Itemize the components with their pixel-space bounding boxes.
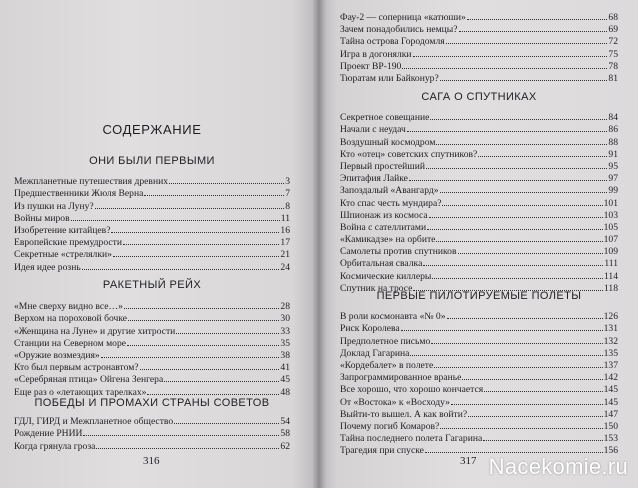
toc-entry — [340, 310, 618, 322]
dot-leader — [128, 312, 279, 321]
dot-leader — [140, 361, 280, 370]
toc-entry — [340, 383, 618, 395]
toc-entry-title: Предшественники Жюля Верна — [14, 188, 144, 200]
dot-leader — [430, 111, 607, 120]
toc-entry-title: Все хорошо, что хорошо кончается — [340, 384, 484, 396]
toc-entry-title: ГДЛ, ГИРД и Межпланетное общество — [14, 416, 174, 428]
toc-entry-page: 38 — [280, 349, 290, 361]
section-heading: РАКЕТНЫЙ РЕЙХ — [102, 279, 202, 291]
toc-entry — [340, 123, 618, 135]
dot-leader — [468, 408, 603, 417]
toc-section — [14, 397, 290, 452]
toc-entry — [340, 432, 618, 444]
toc-entry-page: 24 — [280, 261, 290, 273]
toc-entry-page: 142 — [603, 372, 618, 384]
toc-entry-list — [340, 310, 618, 456]
dot-leader — [164, 373, 279, 382]
toc-entry-title: Запоздалый «Авангард» — [340, 185, 439, 197]
toc-continued — [340, 11, 618, 84]
toc-entry-title: Выйти-то вышел. А как войти? — [340, 408, 468, 420]
toc-entry-title: Тюратам или Байконур? — [340, 72, 439, 84]
toc-entry-title: Орбитальная свалка — [340, 258, 423, 270]
toc-entry — [340, 408, 618, 420]
toc-entry-title: «Кордебалет» в полете — [340, 359, 434, 371]
dot-leader — [402, 60, 607, 69]
toc-entry-title: Еще раз о «летающих тарелках» — [14, 386, 147, 398]
toc-entry-page: 58 — [280, 428, 290, 440]
section-heading: ПЕРВЫЕ ПИЛОТИРУЕМЫЕ ПОЛЕТЫ — [376, 290, 582, 302]
dot-leader — [147, 386, 279, 395]
dot-leader — [436, 233, 602, 242]
dot-leader — [429, 209, 603, 218]
toc-entry-page: 41 — [280, 362, 290, 374]
dot-leader — [451, 396, 603, 405]
toc-entry-page: 137 — [603, 359, 618, 371]
toc-entry-page: 7 — [285, 188, 290, 200]
toc-entry-list — [14, 415, 290, 452]
toc-entry-title: Шпионаж из космоса — [340, 209, 428, 221]
dot-leader — [442, 197, 602, 206]
toc-entry — [340, 136, 618, 148]
toc-entry-title: «Оружие возмездия» — [14, 349, 100, 361]
toc-entry — [14, 361, 290, 373]
dot-leader — [436, 136, 607, 145]
dot-leader — [401, 322, 603, 331]
toc-entry-title: Когда грянула гроза — [14, 440, 96, 452]
toc-entry — [340, 322, 618, 334]
toc-entry-page: 131 — [603, 323, 618, 335]
toc-entry-title: Игра в догонялки — [340, 48, 412, 60]
toc-entry — [340, 35, 618, 47]
dot-leader — [169, 175, 284, 184]
toc-entry — [14, 212, 290, 224]
toc-entry-title: Станции на Северном море — [14, 337, 127, 349]
toc-section — [14, 279, 290, 398]
dot-leader — [467, 11, 608, 20]
toc-entry — [14, 261, 290, 273]
dot-leader — [462, 371, 602, 380]
toc-entry-page: 153 — [603, 433, 618, 445]
dot-leader — [426, 160, 607, 169]
toc-entry-title: Проект ВР-190 — [340, 60, 402, 72]
toc-entry-page: 126 — [603, 311, 618, 323]
dot-leader — [71, 212, 280, 221]
toc-entry-title: Верхом на пороховой бочке — [14, 313, 128, 325]
toc-entry-page: 17 — [280, 237, 290, 249]
toc-entry-page: 88 — [608, 136, 618, 148]
toc-entry — [14, 200, 290, 212]
dot-leader — [440, 72, 608, 81]
toc-entry-page: 62 — [280, 440, 290, 452]
toc-entry-page: 150 — [603, 420, 618, 432]
toc-entry-title: Кто «отец» советских спутников? — [340, 148, 478, 160]
toc-entry-title: Почему погиб Комаров? — [340, 420, 440, 432]
toc-entry-page: 48 — [280, 386, 290, 398]
dot-leader — [144, 187, 284, 196]
dot-leader — [95, 200, 285, 209]
toc-entry — [340, 359, 618, 371]
toc-entry-page: 95 — [608, 160, 618, 172]
toc-entry-page: 11 — [280, 212, 290, 224]
toc-entry-page: 30 — [280, 313, 290, 325]
toc-entry-title: Фау-2 — соперница «катюши» — [340, 12, 466, 23]
toc-entry-page: 99 — [608, 185, 618, 197]
toc-entry — [340, 245, 618, 257]
toc-entry — [340, 48, 618, 60]
dot-leader — [440, 420, 602, 429]
toc-entry-page: 78 — [608, 60, 618, 72]
toc-section — [340, 91, 618, 294]
toc-entry — [340, 111, 618, 123]
section-heading: ПОБЕДЫ И ПРОМАХИ СТРАНЫ СОВЕТОВ — [34, 397, 270, 409]
toc-entry-page: 33 — [280, 325, 290, 337]
dot-leader — [459, 23, 608, 32]
toc-entry-list — [14, 175, 290, 273]
toc-entry-page: 132 — [603, 335, 618, 347]
page-number-left: 316 — [143, 455, 160, 467]
toc-entry-page: 107 — [603, 234, 618, 246]
dot-leader — [447, 310, 603, 319]
toc-entry-page: 8 — [285, 200, 290, 212]
toc-entry — [14, 440, 290, 452]
section-heading: ОНИ БЫЛИ ПЕРВЫМИ — [89, 155, 215, 167]
toc-entry-title: «Камикадзе» на орбите — [340, 234, 436, 246]
toc-entry — [14, 386, 290, 398]
toc-entry-page: 105 — [603, 221, 618, 233]
toc-entry-page: 3 — [285, 176, 290, 188]
toc-entry-list — [340, 11, 618, 84]
toc-entry-title: Риск Королева — [340, 323, 400, 335]
toc-entry-page: 69 — [608, 24, 618, 36]
toc-entry — [340, 72, 618, 84]
toc-entry-title: Запрограммированное вранье — [340, 372, 462, 384]
toc-entry — [340, 172, 618, 184]
toc-entry-page: 21 — [280, 249, 290, 261]
toc-entry — [14, 373, 290, 385]
section-heading: САГА О СПУТНИКАХ — [421, 91, 537, 103]
toc-entry-title: Эпитафия Лайке — [340, 173, 408, 185]
toc-entry-page: 91 — [608, 148, 618, 160]
toc-entry-title: Кто был первым астронавтом? — [14, 362, 139, 374]
toc-entry-title: «Женщина на Луне» и другие хитрости — [14, 325, 176, 337]
toc-entry-page: 109 — [603, 246, 618, 258]
toc-entry — [340, 184, 618, 196]
toc-entry-title: Из пушки на Луну? — [14, 200, 94, 212]
dot-leader — [123, 236, 279, 245]
toc-entry-title: Предполетное письмо — [340, 335, 431, 347]
toc-entry-title: Тайна острова Городомля — [340, 36, 445, 48]
dot-leader — [176, 325, 279, 334]
toc-entry-title: Тайна последнего полета Гагарина — [340, 433, 483, 445]
dot-leader — [413, 48, 608, 57]
toc-entry-page: 35 — [280, 337, 290, 349]
toc-entry-title: Рождение РНИИ — [14, 428, 83, 440]
toc-entry-title: Идея идее рознь — [14, 261, 81, 273]
book-gutter — [312, 0, 326, 488]
dot-leader — [111, 224, 279, 233]
toc-entry-title: Спутник на тросе — [340, 282, 413, 294]
dot-leader — [127, 337, 279, 346]
toc-entry — [340, 270, 618, 282]
toc-entry-page: 156 — [603, 445, 618, 457]
toc-entry — [340, 233, 618, 245]
dot-leader — [440, 184, 608, 193]
toc-entry-title: «Серебряная птица» Ойгена Зенгера — [14, 374, 164, 386]
toc-entry-page: 81 — [608, 72, 618, 84]
toc-entry-list — [14, 300, 290, 398]
toc-entry — [14, 312, 290, 324]
toc-entry-page: 145 — [603, 396, 618, 408]
toc-entry — [340, 371, 618, 383]
toc-entry-title: Война с сателлитами — [340, 221, 427, 233]
dot-leader — [101, 349, 280, 358]
dot-leader — [83, 427, 279, 436]
toc-entry-title: «Мне сверху видно все…» — [14, 301, 123, 313]
toc-entry — [340, 23, 618, 35]
toc-entry — [14, 187, 290, 199]
toc-entry — [14, 337, 290, 349]
toc-entry-page: 28 — [280, 301, 290, 313]
toc-entry — [340, 209, 618, 221]
dot-leader — [432, 270, 603, 279]
dot-leader — [431, 335, 602, 344]
toc-entry — [340, 257, 618, 269]
toc-entry-page: 118 — [603, 282, 618, 294]
dot-leader — [434, 359, 602, 368]
toc-entry — [340, 160, 618, 172]
toc-entry — [14, 349, 290, 361]
dot-leader — [423, 257, 603, 266]
dot-leader — [124, 300, 280, 309]
toc-entry-title: Кто спас честь мундира? — [340, 197, 442, 209]
toc-entry-title: Космические киллеры — [340, 270, 432, 282]
toc-entry — [340, 420, 618, 432]
dot-leader — [409, 172, 607, 181]
toc-entry — [14, 175, 290, 187]
dot-leader — [483, 432, 602, 441]
toc-entry-title: В роли космонавта «№ 0» — [340, 311, 446, 323]
toc-entry-title: Первый простейший — [340, 160, 425, 172]
toc-entry-list — [340, 111, 618, 294]
toc-entry-page: 54 — [280, 416, 290, 428]
toc-entry-title: Воздушный космодром — [340, 136, 436, 148]
toc-entry-title: Трагедия при спуске — [340, 445, 424, 457]
toc-entry — [340, 60, 618, 72]
toc-entry-title: Доклад Гагарина — [340, 347, 410, 359]
contents-title: СОДЕРЖАНИЕ — [102, 122, 202, 137]
dot-leader — [174, 415, 279, 424]
dot-leader — [82, 261, 280, 270]
page-number-right: 317 — [460, 455, 477, 467]
toc-entry-title: Межпланетные путешествия древних — [14, 176, 169, 188]
toc-entry — [14, 325, 290, 337]
dot-leader — [427, 221, 603, 230]
toc-entry-page: 72 — [608, 36, 618, 48]
toc-entry-title: Европейские премудрости — [14, 237, 122, 249]
dot-leader — [446, 35, 608, 44]
toc-entry — [340, 11, 618, 23]
toc-entry-title: Самолеты против спутников — [340, 246, 457, 258]
toc-entry-page: 68 — [608, 12, 618, 23]
toc-entry — [340, 396, 618, 408]
dot-leader — [410, 347, 602, 356]
toc-entry — [14, 224, 290, 236]
toc-entry-title: От «Востока» к «Восходу» — [340, 396, 450, 408]
dot-leader — [458, 245, 603, 254]
toc-section — [340, 290, 618, 456]
toc-entry-title: Секретное совещание — [340, 112, 430, 124]
dot-leader — [407, 123, 608, 132]
toc-entry-title: Войны миров — [14, 212, 70, 224]
toc-entry — [340, 335, 618, 347]
toc-entry — [340, 148, 618, 160]
watermark-text: Nacekomie.ru — [488, 454, 628, 479]
toc-entry-title: Зачем понадобились немцы? — [340, 24, 458, 36]
toc-entry-title: Секретные «стрелялки» — [14, 249, 112, 261]
dot-leader — [113, 248, 279, 257]
dot-leader — [425, 444, 603, 453]
toc-entry — [14, 415, 290, 427]
toc-entry-page: 147 — [603, 408, 618, 420]
toc-entry-page: 75 — [608, 48, 618, 60]
dot-leader — [96, 440, 279, 449]
toc-entry-page: 97 — [608, 173, 618, 185]
toc-entry-page: 111 — [604, 258, 618, 270]
toc-entry — [340, 221, 618, 233]
toc-section — [14, 155, 290, 273]
dot-leader — [478, 148, 607, 157]
toc-entry-page: 135 — [603, 347, 618, 359]
toc-entry — [14, 427, 290, 439]
toc-entry — [14, 300, 290, 312]
toc-entry-title: Начали с неудач — [340, 124, 406, 136]
toc-entry-page: 84 — [608, 112, 618, 124]
toc-entry-page: 145 — [603, 384, 618, 396]
toc-entry-page: 45 — [280, 374, 290, 386]
toc-entry-page: 114 — [603, 270, 618, 282]
toc-entry — [14, 236, 290, 248]
toc-entry — [340, 347, 618, 359]
toc-entry — [14, 248, 290, 260]
toc-entry-page: 86 — [608, 124, 618, 136]
dot-leader — [484, 383, 602, 392]
toc-entry-page: 101 — [603, 197, 618, 209]
toc-entry-page: 16 — [280, 224, 290, 236]
toc-entry-page: 103 — [603, 209, 618, 221]
toc-entry-title: Изобретение китайцев? — [14, 224, 111, 236]
toc-entry — [340, 197, 618, 209]
